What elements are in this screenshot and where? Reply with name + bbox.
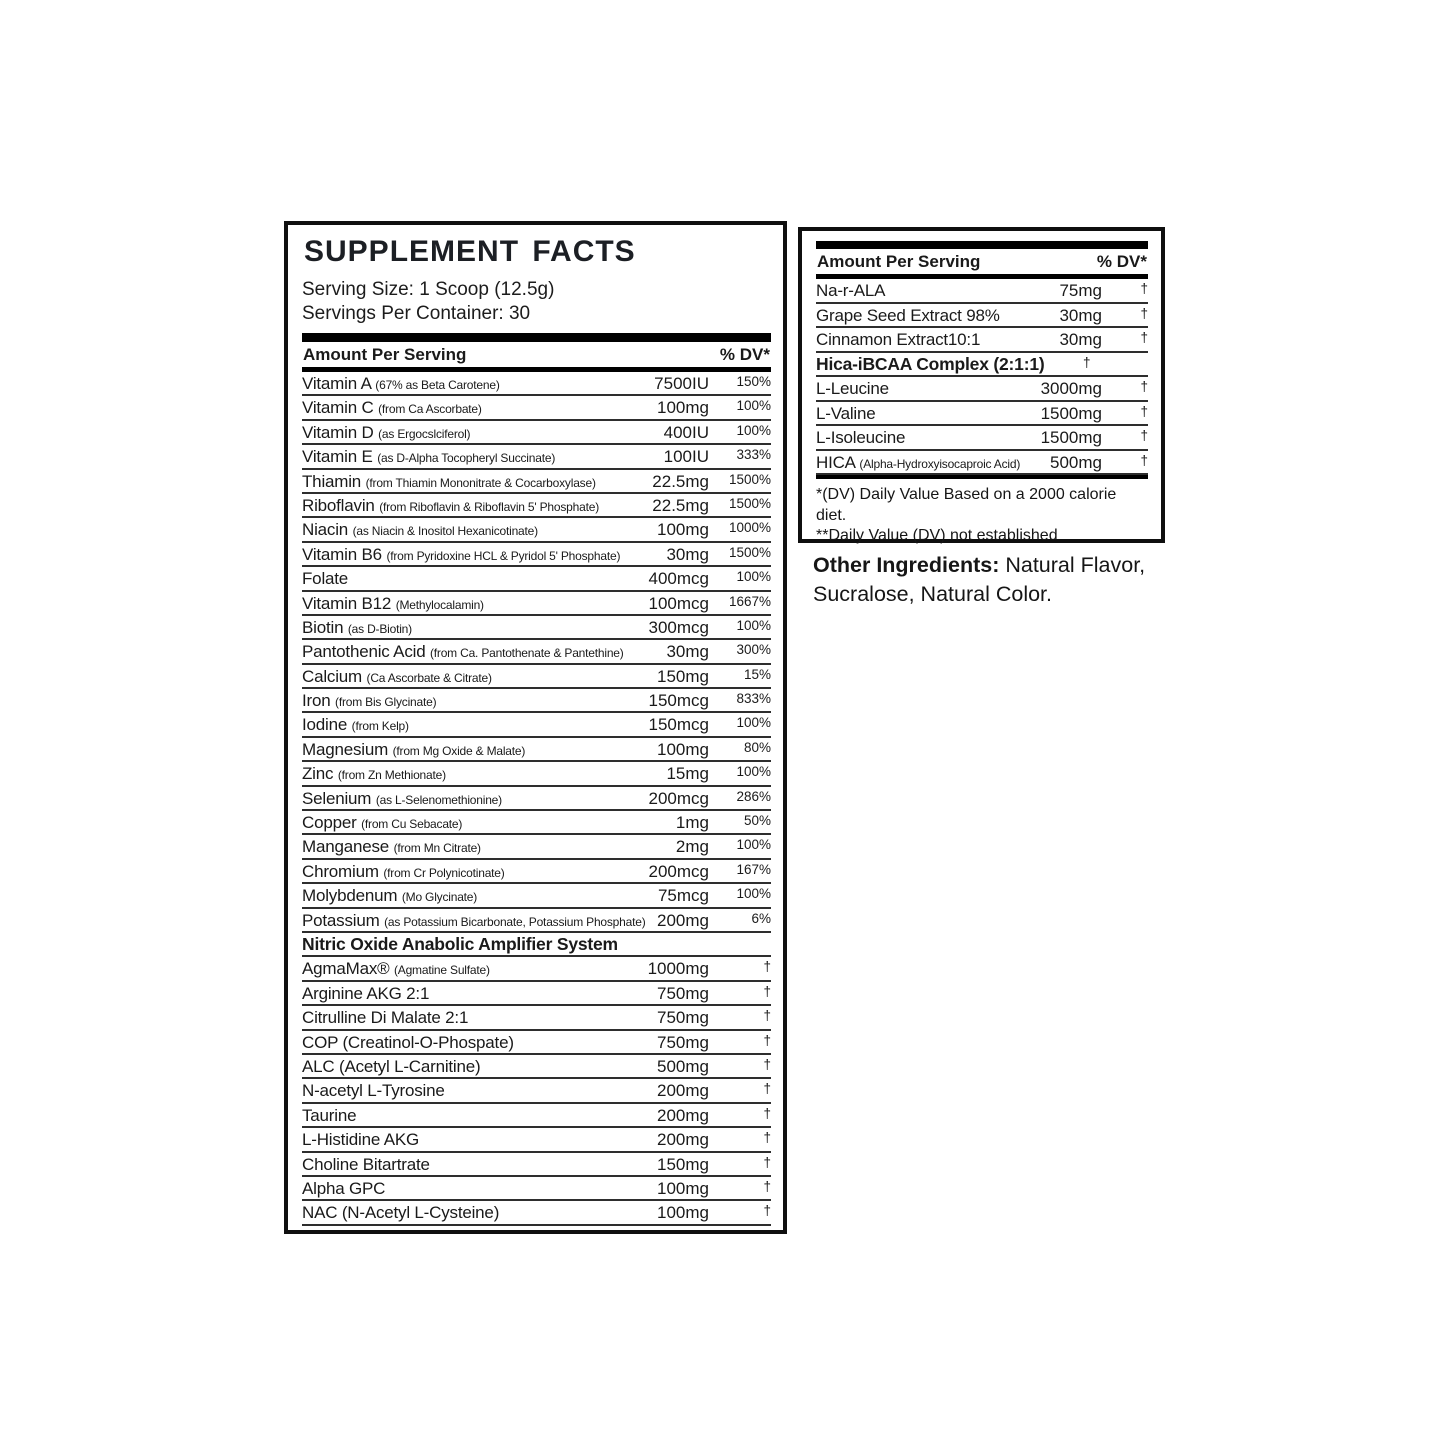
ingredient-daily-value: 1500%	[728, 495, 771, 511]
ingredient-name-text: L-Isoleucine	[816, 428, 906, 447]
ingredient-name-text: Iron	[302, 691, 331, 711]
ingredient-row	[816, 377, 1148, 402]
footnote-dv-not-established: **Daily Value (DV) not established	[816, 527, 1058, 544]
ingredient-name	[302, 397, 482, 420]
ingredient-row	[302, 494, 771, 518]
ingredient-name	[302, 666, 492, 689]
ingredient-daily-value: 300%	[736, 642, 771, 658]
ingredient-daily-value: †	[763, 1032, 771, 1048]
ingredient-daily-value: 833%	[736, 691, 771, 707]
footnote-daily-value: *(DV) Daily Value Based on a 2000 calorie diet.	[816, 486, 1117, 524]
ingredient-daily-value: 100%	[736, 569, 771, 585]
table-header	[816, 249, 1148, 274]
ingredient-name-text: Vitamin A	[302, 374, 371, 393]
divider-bar	[816, 475, 1148, 479]
ingredient-name	[302, 836, 481, 859]
ingredient-source-detail: (as Ergocslciferol)	[378, 426, 471, 441]
ingredient-daily-value: 333%	[736, 447, 771, 463]
ingredient-name-text: Potassium	[302, 910, 380, 930]
ingredient-source-detail: (67% as Beta Carotene)	[375, 378, 500, 392]
ingredient-row	[302, 982, 771, 1006]
ingredient-name-text: NAC (N-Acetyl L-Cysteine)	[302, 1203, 500, 1223]
ingredient-amount: 750mg	[657, 1008, 709, 1028]
ingredient-name	[302, 885, 477, 908]
ingredient-name	[302, 544, 620, 567]
ingredient-row	[302, 1031, 771, 1055]
ingredient-name	[302, 910, 646, 933]
ingredient-row	[302, 592, 771, 616]
ingredient-row	[302, 640, 771, 664]
ingredient-name-text: Manganese	[302, 837, 390, 857]
ingredient-amount: 100IU	[663, 447, 709, 467]
serving-size: Serving Size: 1 Scoop (12.5g)	[302, 279, 555, 300]
ingredient-name-text: Magnesium	[302, 739, 389, 759]
ingredient-amount: 100mg	[657, 520, 709, 540]
ingredient-amount: 1500mg	[1040, 428, 1102, 447]
ingredient-daily-value: 100%	[736, 398, 771, 414]
ingredient-amount: 300mcg	[648, 617, 709, 637]
secondary-facts-panel	[798, 227, 1165, 543]
ingredient-daily-value: †	[763, 1056, 771, 1072]
amount-per-serving-label: Amount Per Serving	[817, 252, 981, 271]
ingredient-name	[302, 1105, 356, 1126]
ingredient-daily-value: 100%	[736, 764, 771, 780]
ingredient-name-text: AgmaMax®	[302, 959, 390, 979]
ingredient-row	[816, 328, 1148, 353]
ingredient-amount: 100mg	[657, 398, 709, 418]
ingredient-name-text: HICA	[816, 452, 855, 472]
ingredient-daily-value: †	[1140, 428, 1148, 443]
ingredient-table	[816, 279, 1148, 475]
ingredient-daily-value: †	[1140, 305, 1148, 321]
ingredient-daily-value: †	[763, 1081, 771, 1097]
ingredient-source-detail: (from Cr Polynicotinate)	[383, 865, 505, 880]
ingredient-amount: 500mg	[657, 1056, 709, 1076]
section-header-row	[302, 933, 771, 957]
ingredient-name	[302, 1129, 419, 1150]
ingredient-name	[302, 641, 624, 664]
ingredient-amount: 30mg	[666, 642, 709, 662]
ingredient-row	[302, 567, 771, 591]
ingredient-source-detail: (Methylocalamin)	[395, 597, 484, 612]
servings-per-container: Servings Per Container: 30	[302, 302, 531, 324]
ingredient-amount: 30mg	[1059, 305, 1102, 325]
ingredient-daily-value: 50%	[743, 813, 771, 829]
ingredient-daily-value: 1500%	[728, 544, 771, 560]
ingredient-amount: 150mcg	[648, 715, 709, 735]
ingredient-name	[302, 861, 505, 884]
ingredient-source-detail: (Mo Glycinate)	[401, 890, 478, 905]
ingredient-name	[302, 788, 502, 811]
ingredient-source-detail: (from Zn Methionate)	[337, 768, 446, 783]
ingredient-name-text: Zinc	[302, 764, 334, 784]
footnotes	[816, 485, 1148, 547]
ingredient-name-text: Iodine	[302, 715, 348, 735]
ingredient-name-text: Cinnamon Extract10:1	[816, 330, 981, 349]
ingredient-name-text: ALC (Acetyl L-Carnitine)	[302, 1056, 481, 1076]
other-ingredients-text: Natural Flavor, Sucralose, Natural Color.	[813, 553, 1146, 606]
ingredient-name	[302, 1080, 445, 1101]
ingredient-amount: 400IU	[663, 422, 709, 442]
ingredient-name	[302, 471, 596, 494]
ingredient-name-text: COP (Creatinol-O-Phospate)	[302, 1032, 514, 1052]
ingredient-name	[302, 739, 525, 762]
ingredient-amount: 1mg	[675, 813, 709, 833]
ingredient-amount: 400mcg	[648, 569, 709, 589]
ingredient-name	[302, 763, 446, 786]
ingredient-name	[816, 403, 876, 424]
ingredient-row	[816, 279, 1148, 304]
ingredient-amount: 200mcg	[648, 788, 709, 808]
ingredient-source-detail: (as L-Selenomethionine)	[375, 792, 502, 807]
divider-bar	[816, 241, 1148, 249]
ingredient-source-detail: (from Mg Oxide & Malate)	[392, 743, 526, 758]
ingredient-name	[302, 812, 462, 835]
ingredient-row	[302, 1128, 771, 1152]
ingredient-amount: 200mcg	[648, 861, 709, 881]
ingredient-daily-value: †	[763, 1105, 771, 1121]
ingredient-daily-value: †	[763, 959, 771, 975]
ingredient-daily-value: 15%	[743, 666, 771, 682]
ingredient-name	[816, 280, 885, 301]
ingredient-name	[302, 983, 429, 1004]
ingredient-name-text: Pantothenic Acid	[302, 642, 426, 662]
ingredient-daily-value: †	[1140, 281, 1148, 296]
ingredient-row	[302, 689, 771, 713]
ingredient-name	[302, 593, 484, 616]
ingredient-row	[302, 811, 771, 835]
ingredient-row	[302, 1055, 771, 1079]
ingredient-row	[302, 1153, 771, 1177]
ingredient-name-text: L-Valine	[816, 403, 876, 423]
ingredient-row	[302, 884, 771, 908]
ingredient-source-detail: (as Niacin & Inositol Hexanicotinate)	[352, 524, 538, 539]
ingredient-daily-value: †	[1140, 403, 1148, 419]
ingredient-name	[302, 1056, 480, 1077]
ingredient-amount: 22.5mg	[652, 495, 709, 515]
supplement-facts-panel	[284, 221, 787, 1234]
other-ingredients-label: Other Ingredients:	[813, 553, 1000, 577]
ingredient-name-text: Choline Bitartrate	[302, 1154, 430, 1174]
ingredient-name	[816, 452, 1020, 475]
ingredient-name-text: Folate	[302, 569, 349, 589]
ingredient-source-detail: (from Ca Ascorbate)	[378, 402, 482, 417]
ingredient-row	[302, 543, 771, 567]
ingredient-daily-value: 6%	[751, 910, 771, 926]
percent-dv-label: % DV*	[1096, 252, 1147, 271]
ingredient-daily-value: †	[763, 1178, 771, 1194]
ingredient-amount: 3000mg	[1040, 379, 1102, 398]
ingredient-name	[816, 354, 1045, 375]
ingredient-name	[302, 1154, 430, 1175]
ingredient-row	[302, 518, 771, 542]
ingredient-source-detail: (Agmatine Sulfate)	[393, 963, 490, 978]
ingredient-daily-value: 1667%	[728, 593, 771, 609]
ingredient-amount: 7500IU	[654, 374, 709, 393]
ingredient-source-detail: (from Cu Sebacate)	[361, 817, 463, 832]
ingredient-name	[816, 427, 905, 448]
ingredient-row	[302, 1177, 771, 1201]
ingredient-row	[816, 402, 1148, 427]
ingredient-name	[302, 373, 500, 396]
ingredient-daily-value: †	[763, 1008, 771, 1024]
ingredient-amount: 150mcg	[648, 691, 709, 711]
ingredient-name-text: Vitamin E	[302, 447, 373, 467]
ingredient-amount: 200mg	[657, 1105, 709, 1125]
ingredient-name	[302, 1007, 468, 1028]
ingredient-name	[816, 305, 1000, 326]
section-header-text: Nitric Oxide Anabolic Amplifier System	[302, 933, 618, 954]
ingredient-amount: 750mg	[657, 1032, 709, 1052]
ingredient-name-text: Riboflavin	[302, 495, 375, 515]
ingredient-row	[302, 396, 771, 420]
ingredient-table	[302, 372, 771, 1226]
amount-per-serving-label: Amount Per Serving	[303, 345, 467, 364]
ingredient-amount: 30mg	[1059, 330, 1102, 349]
ingredient-row	[302, 713, 771, 737]
ingredient-amount: 100mg	[657, 739, 709, 759]
ingredient-amount: 200mg	[657, 1130, 709, 1150]
ingredient-row	[302, 909, 771, 933]
ingredient-row	[302, 470, 771, 494]
ingredient-name	[302, 714, 409, 737]
ingredient-daily-value: †	[1140, 330, 1148, 345]
ingredient-row	[302, 616, 771, 640]
ingredient-daily-value: 286%	[736, 788, 771, 804]
ingredient-source-detail: (from Kelp)	[351, 719, 409, 734]
ingredient-row	[302, 787, 771, 811]
ingredient-name-text: Biotin	[302, 617, 344, 637]
ingredient-name	[302, 422, 470, 445]
ingredient-name	[816, 378, 889, 399]
ingredient-source-detail: (Alpha-Hydroxyisocaproic Acid)	[859, 456, 1021, 471]
ingredient-name-text: Niacin	[302, 520, 349, 540]
ingredient-name	[302, 446, 555, 469]
ingredient-amount: 200mg	[657, 910, 709, 930]
ingredient-row	[302, 957, 771, 981]
ingredient-name-text: Arginine AKG 2:1	[302, 983, 430, 1003]
ingredient-amount: 500mg	[1050, 452, 1102, 472]
ingredient-name-text: Alpha GPC	[302, 1178, 386, 1198]
ingredient-row	[302, 1201, 771, 1225]
ingredient-name-text: Chromium	[302, 861, 379, 881]
ingredient-row	[302, 445, 771, 469]
ingredient-amount: 200mg	[657, 1081, 709, 1101]
ingredient-amount: 1000mg	[647, 959, 709, 979]
ingredient-name-text: Selenium	[302, 788, 372, 808]
ingredient-amount: 15mg	[666, 764, 709, 784]
ingredient-source-detail: (as D-Alpha Tocopheryl Succinate)	[377, 451, 556, 466]
ingredient-source-detail: (as Potassium Bicarbonate, Potassium Phosphate)	[384, 914, 646, 929]
ingredient-daily-value: †	[763, 1130, 771, 1146]
divider-bar	[302, 333, 771, 342]
ingredient-source-detail: (from Ca. Pantothenate & Pantethine)	[429, 646, 624, 661]
ingredient-name-text: L-Leucine	[816, 379, 889, 398]
ingredient-name	[302, 568, 348, 589]
panel-title: SUPPLEMENT FACTS	[304, 235, 636, 268]
ingredient-name	[302, 1178, 385, 1199]
ingredient-row	[302, 1079, 771, 1103]
ingredient-amount: 100mcg	[648, 593, 709, 613]
ingredient-daily-value: †	[763, 1154, 771, 1170]
ingredient-amount: 75mcg	[657, 886, 709, 906]
ingredient-name	[302, 617, 412, 640]
ingredient-source-detail: (from Pyridoxine HCL & Pyridol 5' Phosphate)	[386, 548, 621, 563]
ingredient-name-text: N-acetyl L-Tyrosine	[302, 1081, 445, 1101]
ingredient-row	[302, 860, 771, 884]
ingredient-daily-value: 100%	[736, 886, 771, 902]
ingredient-name-text: Vitamin B6	[302, 544, 382, 564]
ingredient-amount: 100mg	[657, 1178, 709, 1198]
ingredient-source-detail: (from Bis Glycinate)	[335, 695, 437, 710]
ingredient-daily-value: 100%	[736, 422, 771, 438]
ingredient-row	[302, 665, 771, 689]
ingredient-source-detail: (as D-Biotin)	[347, 621, 412, 636]
ingredient-amount: 150mg	[657, 1154, 709, 1174]
ingredient-name	[302, 495, 599, 518]
ingredient-name	[302, 1202, 499, 1223]
ingredient-row	[816, 304, 1148, 329]
ingredient-amount: 100mg	[657, 1203, 709, 1223]
ingredient-row	[816, 426, 1148, 451]
ingredient-source-detail: (from Riboflavin & Riboflavin 5' Phosphate)	[379, 499, 599, 514]
ingredient-source-detail: (Ca Ascorbate & Citrate)	[366, 670, 492, 685]
other-ingredients	[813, 551, 1151, 609]
ingredient-daily-value: †	[1140, 452, 1148, 468]
ingredient-name-text: Vitamin C	[302, 398, 374, 418]
ingredient-daily-value: 1500%	[728, 471, 771, 487]
ingredient-daily-value: 100%	[736, 715, 771, 731]
ingredient-name-text: L-Histidine AKG	[302, 1130, 419, 1150]
ingredient-amount: 150mg	[657, 666, 709, 686]
ingredient-name-text: Citrulline Di Malate 2:1	[302, 1008, 469, 1028]
ingredient-row	[302, 372, 771, 396]
ingredient-daily-value: †	[763, 983, 771, 999]
ingredient-daily-value: 150%	[736, 374, 771, 389]
ingredient-daily-value: †	[1140, 379, 1148, 394]
ingredient-daily-value: 1000%	[728, 520, 771, 536]
ingredient-name	[302, 690, 436, 713]
ingredient-name-text: Molybdenum	[302, 886, 398, 906]
ingredient-daily-value: 100%	[736, 617, 771, 633]
ingredient-daily-value: 80%	[743, 739, 771, 755]
ingredient-name-text: Grape Seed Extract 98%	[816, 305, 1000, 325]
ingredient-row	[302, 835, 771, 859]
ingredient-amount: 22.5mg	[652, 471, 709, 491]
ingredient-name	[302, 958, 490, 981]
ingredient-amount: 750mg	[657, 983, 709, 1003]
ingredient-name	[302, 519, 538, 542]
ingredient-name	[302, 1032, 514, 1053]
ingredient-row	[302, 762, 771, 786]
ingredient-source-detail: (from Thiamin Mononitrate & Cocarboxylase)	[365, 475, 596, 490]
ingredient-source-detail: (from Mn Citrate)	[393, 841, 481, 856]
ingredient-amount: 30mg	[666, 544, 709, 564]
percent-dv-label: % DV*	[719, 345, 770, 364]
ingredient-row	[302, 1006, 771, 1030]
ingredient-row	[816, 353, 1148, 378]
ingredient-name-text: Vitamin D	[302, 422, 374, 442]
ingredient-daily-value: 167%	[736, 861, 771, 877]
ingredient-name-text: Vitamin B12	[302, 593, 392, 613]
ingredient-amount: 2mg	[675, 837, 709, 857]
ingredient-amount: 1500mg	[1040, 403, 1102, 423]
ingredient-daily-value: 100%	[736, 837, 771, 853]
ingredient-row	[302, 1104, 771, 1128]
ingredient-name-text: Taurine	[302, 1105, 357, 1125]
ingredient-row	[302, 421, 771, 445]
ingredient-name-text: Calcium	[302, 666, 363, 686]
ingredient-name-text: Copper	[302, 813, 357, 833]
ingredient-row	[816, 451, 1148, 476]
ingredient-daily-value: †	[1082, 354, 1091, 370]
ingredient-amount: 75mg	[1059, 281, 1102, 300]
ingredient-name-text: Thiamin	[302, 471, 362, 491]
ingredient-row	[302, 738, 771, 762]
table-header	[302, 342, 771, 367]
ingredient-name-text: Hica-iBCAA Complex (2:1:1)	[816, 353, 1045, 374]
ingredient-name	[816, 329, 980, 350]
ingredient-daily-value: †	[763, 1203, 771, 1219]
ingredient-name-text: Na-r-ALA	[816, 281, 886, 300]
